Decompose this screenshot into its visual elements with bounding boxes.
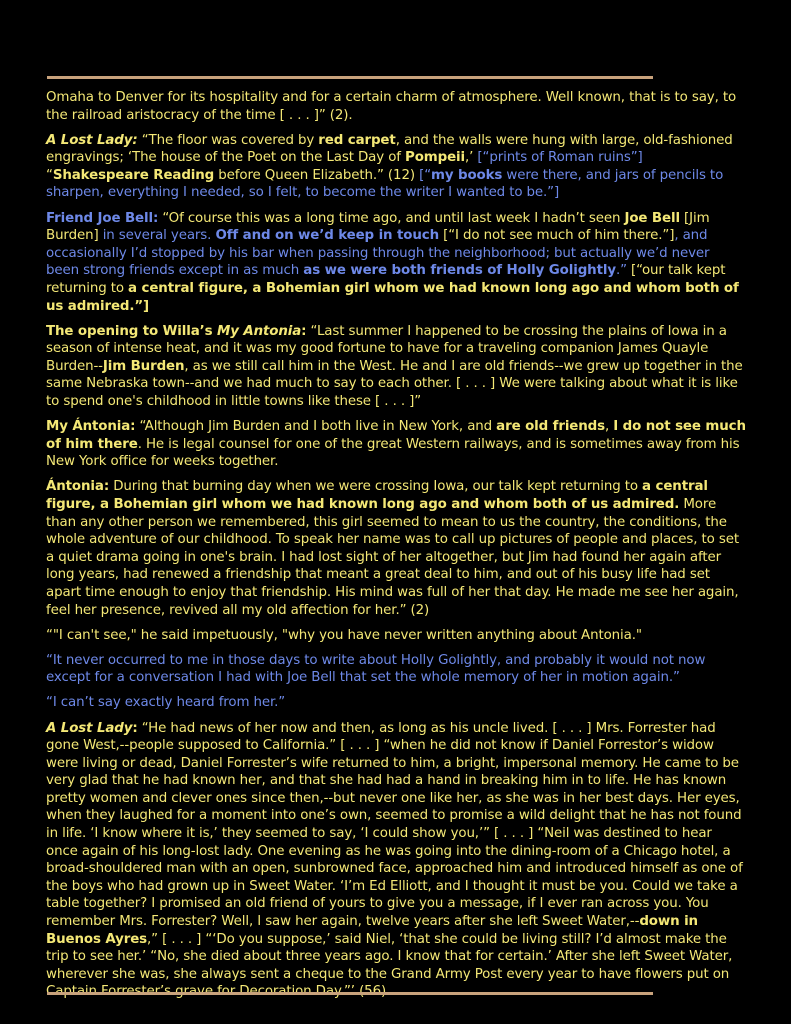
text-run: Jim Burden [102, 358, 185, 374]
paragraph [46, 132, 746, 202]
text-run: were there, and jars of pencils to sharpen, everything I needed, so I felt, to become the writer I wanted to be.”] [46, 167, 724, 201]
text-run: During that burning day when we were crossing Iowa, our talk kept returning to [109, 479, 643, 495]
text-run: : [132, 720, 138, 736]
text-run: “The floor was covered by [137, 132, 319, 148]
text-run: “"I can't see," he said impetuously, "why you have never written anything about Antonia." [46, 627, 642, 643]
paragraph [46, 89, 746, 124]
text-run: , [604, 419, 614, 435]
text-run: Joe Bell [624, 210, 680, 226]
text-run: as we were both friends of Holly Golightly [303, 263, 616, 279]
text-run: a central figure, a Bohemian girl whom we had known long ago and whom both of us admired. [46, 479, 708, 512]
text-run: : [301, 323, 307, 339]
text-run: in several years. [98, 228, 216, 244]
text-run: “He had news of her now and then, as long as his uncle lived. [ . . . ] Mrs. Forrester had gone West,--people supposed to California.” [ . . . ] “when he did not know if Daniel Forrestor’s widow were living or dead, Daniel Forrester’s wife returned to him, a bright, impersonal memory. He came to be very glad that he had known her, and that she had had a hand in breaking him in to life. He has known pretty women and clever ones since then,--but never one like her, as she was in her best days. Her eyes, when they laughed for a moment into one’s own, seemed to promise a wild delight that he has not found in life. ‘I know where it is,’ they seemed to say, ‘I could show you,’” [ . . . ] “Neil was destined to hear once again of his long-lost lady. One evening as he was going into the dining-room of a Chicago hotel, a broad-shouldered man with an open, sunbrowned face, approached him and introduced himself as one of the boys who had grown up in Sweet Water. ‘I’m Ed Elliott, and I thought it must be you. Could we take a table together? I promised an old friend of yours to give you a message, if I ever ran across you. You remember Mrs. Forrester? Well, I saw her again, twelve years after she left Sweet Water,-- [46, 720, 743, 930]
paragraph [46, 418, 746, 471]
text-run: More than any other person we remembered, this girl seemed to mean to us the country, the conditions, the whole adventure of our childhood. To speak her name was to call up pictures of people and places, to set a quiet drama going in one's brain. I had lost sight of her altogether, but Jim had found her again after long years, had renewed a friendship that meant a great deal to him, and out of his busy life had set apart time enough to enjoy that friendship. His mind was full of her that day. He made me see her again, feel her presence, revived all my old affection for her.” (2) [46, 496, 739, 618]
paragraph [46, 627, 746, 645]
text-run: down in Buenos Ayres [46, 914, 698, 947]
text-run: , as we still call him in the West. He and I are old friends--we grew up together in the same Nebraska town--and we had much to say to each other. [ . . . ] We were talking about what it is like to spend one's childhood in little towns like these [ . . . ]” [46, 358, 743, 409]
text-run: [“I do not see much of him there.”] [439, 228, 675, 244]
text-run: , and occasionally I’d stopped by his bar when passing through the neighborhood; but actually we’d never been strong friends except in as much [46, 228, 710, 279]
paragraph [46, 323, 746, 411]
text-run: .” [615, 263, 627, 279]
text-run: ,’ [464, 150, 478, 166]
paragraph [46, 652, 746, 687]
text-run: Off and on we’d keep in touch [215, 228, 439, 244]
text-run: Shakespeare Reading [52, 167, 215, 183]
document-body [46, 89, 746, 1009]
text-run: Ántonia: [46, 479, 110, 495]
text-run: , and the walls were hung with large, old-fashioned engravings; ‘The house of the Poet on the Last Day of [46, 132, 733, 166]
text-run: The opening to Willa’s [46, 323, 217, 339]
text-run: [“our talk kept returning to [46, 263, 726, 296]
text-run: a central figure, a Bohemian girl whom we had known long ago and whom both of us admired.”] [46, 280, 739, 314]
text-run: My Ántonia: [46, 419, 136, 435]
text-run: . He is legal counsel for one of the great Western railways, and is sometimes away from his New York office for weeks together. [46, 436, 740, 470]
text-run: “ [46, 167, 53, 183]
text-run: “I can’t say exactly heard from her.” [46, 695, 286, 711]
text-run: “Although Jim Burden and I both live in New York, and [135, 419, 497, 435]
text-run: before Queen Elizabeth.” (12) [214, 167, 420, 183]
paragraph [46, 694, 746, 712]
text-run: Friend Joe Bell: [46, 210, 159, 226]
paragraph [46, 210, 746, 316]
text-run: [Jim Burden] [46, 210, 710, 244]
text-run: “Last summer I happened to be crossing the plains of Iowa in a season of intense heat, and it was my good fortune to have for a traveling companion James Quayle Burden-- [46, 323, 727, 374]
text-run: “It never occurred to me in those days to write about Holly Golightly, and probably it would not now except for a conversation I had with Joe Bell that set the whole memory of her in motion again.” [46, 652, 706, 686]
text-run: I do not see much of him there [46, 419, 746, 452]
bottom-divider [47, 992, 653, 995]
text-run: [“ [419, 167, 432, 183]
text-run: my books [431, 167, 503, 183]
text-run: Omaha to Denver for its hospitality and for a certain charm of atmosphere. Well known, that is to say, to the railroad aristocracy of the time [ . . . ]” (2). [46, 90, 737, 123]
text-run: A Lost Lady [46, 720, 133, 736]
text-run: A Lost Lady: [46, 132, 138, 148]
text-run: “Of course this was a long time ago, and until last week I hadn’t seen [158, 210, 625, 226]
text-run: red carpet [318, 132, 396, 148]
text-run: are old friends [496, 419, 605, 435]
paragraph [46, 720, 746, 1002]
text-run: My Antonia [216, 323, 302, 339]
text-run: Pompeii [405, 150, 465, 166]
paragraph [46, 478, 746, 619]
text-run: [“prints of Roman ruins”] [477, 150, 643, 166]
top-divider [47, 76, 653, 79]
text-run: ,” [ . . . ] “‘Do you suppose,’ said Niel, ‘that she could be living still? I’d almost make the trip to see her.’ “No, she died about three years ago. I know that for certain.’ After she left Sweet Water, wherever she was, she always sent a cheque to the Grand Army Post every year to have flowers put on [46, 931, 733, 982]
